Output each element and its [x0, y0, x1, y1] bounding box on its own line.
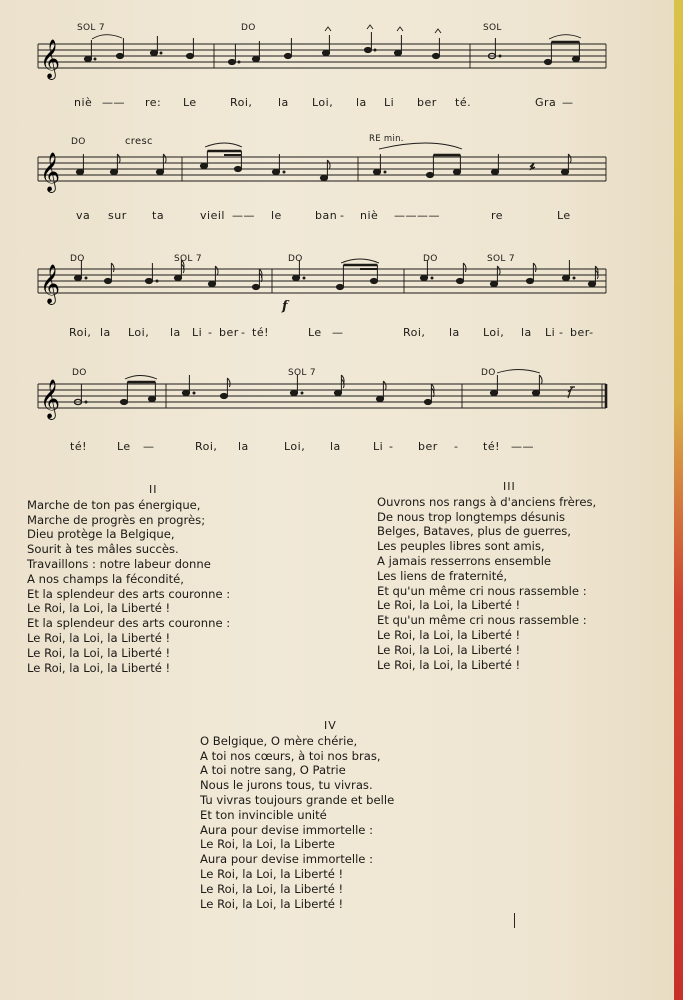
verse-line: Et qu'un même cri nous rassemble :: [377, 613, 587, 628]
chord-symbol: DO: [72, 368, 87, 378]
lyric-syllable: Li: [192, 326, 203, 339]
treble-clef-icon: 𝄞: [40, 379, 61, 419]
verse-line: Et la splendeur des arts couronne :: [27, 586, 231, 601]
lyric-syllable: Le: [117, 440, 131, 453]
lyric-syllable: la: [356, 96, 367, 109]
verse-line: Le Roi, la Loi, la Liberté !: [200, 866, 344, 881]
lyric-syllable: té!: [252, 326, 269, 339]
verse-number: II: [149, 483, 158, 496]
verse-line: Le Roi, la Loi, la Liberté !: [377, 642, 521, 657]
lyric-syllable: vieil: [200, 209, 225, 222]
lyric-syllable: re: [491, 209, 504, 222]
lyric-syllable: -: [208, 326, 213, 339]
lyric-syllable: niè: [74, 96, 93, 109]
lyric-syllable: -: [454, 440, 459, 453]
chord-symbol: SOL 7: [288, 368, 316, 378]
lyric-syllable: ber: [417, 96, 437, 109]
music-staff-4: [0, 364, 683, 436]
chord-symbol: DO: [288, 254, 303, 264]
verse-line: Marche de progrès en progrès;: [27, 512, 206, 527]
lyric-syllable: la: [449, 326, 460, 339]
treble-clef-icon: 𝄞: [40, 152, 61, 192]
dynamic-marking: cresc: [125, 136, 153, 147]
lyric-syllable: Roi,: [403, 326, 426, 339]
lyric-syllable: Loi,: [312, 96, 334, 109]
lyric-syllable: Li: [373, 440, 384, 453]
lyric-syllable: Roi,: [69, 326, 92, 339]
lyric-syllable: ——: [102, 96, 125, 109]
lyric-syllable: ————: [394, 209, 440, 222]
staff-system-3: [0, 249, 683, 349]
page-edge-color-strip: [674, 0, 683, 1000]
verse-line: Aura pour devise immortelle :: [200, 822, 374, 837]
lyric-syllable: la: [170, 326, 181, 339]
lyric-syllable: Li: [384, 96, 395, 109]
lyric-syllable: ——: [232, 209, 255, 222]
verse-line: Nous le jurons tous, tu vivras.: [200, 778, 373, 793]
chord-symbol: DO: [241, 23, 256, 33]
verse-line: Les peuples libres sont amis,: [377, 539, 545, 554]
lyric-syllable: niè: [360, 209, 379, 222]
verse-line: Le Roi, la Loi, la Liberté !: [27, 630, 171, 645]
lyric-syllable: ber-: [570, 326, 594, 339]
verse-number: IV: [324, 719, 337, 732]
lyric-syllable: Loi,: [284, 440, 306, 453]
lyric-syllable: té!: [70, 440, 87, 453]
verse-line: Le Roi, la Loi, la Liberté !: [377, 657, 521, 672]
lyric-syllable: re:: [145, 96, 162, 109]
lyric-syllable: Roi,: [230, 96, 253, 109]
verse-line: Marche de ton pas énergique,: [27, 497, 201, 512]
verse-line: Tu vivras toujours grande et belle: [200, 792, 395, 807]
chord-symbol: DO: [423, 254, 438, 264]
verse-line: Le Roi, la Loi, la Liberte: [200, 837, 335, 852]
lyric-syllable: Le: [557, 209, 571, 222]
treble-clef-icon: 𝄞: [40, 264, 61, 304]
forte-mark: f: [282, 299, 288, 314]
verse-line: Le Roi, la Loi, la Liberté !: [377, 627, 521, 642]
verse-line: Le Roi, la Loi, la Liberté !: [200, 896, 344, 911]
verse-line: De nous trop longtemps désunis: [377, 509, 566, 524]
verse-4: [200, 719, 394, 911]
lyric-syllable: Le: [308, 326, 322, 339]
ink-mark: [514, 913, 515, 928]
verse-line: Et ton invincible unité: [200, 807, 327, 822]
lyric-syllable: la: [100, 326, 111, 339]
chord-symbol: DO: [71, 137, 86, 147]
chord-symbol: DO: [481, 368, 496, 378]
staff-system-4: [0, 364, 683, 464]
lyric-syllable: Loi,: [483, 326, 505, 339]
lyric-syllable: —: [143, 440, 155, 453]
verse-line: Et la splendeur des arts couronne :: [27, 616, 231, 631]
verse-line: Le Roi, la Loi, la Liberté !: [200, 881, 344, 896]
lyric-syllable: té.: [455, 96, 472, 109]
lyric-syllable: Roi,: [195, 440, 218, 453]
lyric-syllable: —: [332, 326, 344, 339]
lyric-syllable: -: [241, 326, 246, 339]
lyric-syllable: -: [559, 326, 564, 339]
staff-system-2: [0, 131, 683, 226]
verse-line: Le Roi, la Loi, la Liberté !: [27, 645, 171, 660]
verse-line: A nos champs la fécondité,: [27, 571, 184, 586]
verse-line: A toi nos cœurs, à toi nos bras,: [200, 748, 381, 763]
lyric-syllable: ber: [219, 326, 239, 339]
verse-line: Le Roi, la Loi, la Liberté !: [377, 598, 521, 613]
chord-symbol: SOL 7: [174, 254, 202, 264]
chord-symbol: RE min.: [369, 134, 404, 144]
music-staff-3: [0, 249, 683, 321]
lyric-syllable: Li: [545, 326, 556, 339]
lyric-syllable: va: [76, 209, 91, 222]
verse-line: Le Roi, la Loi, la Liberté !: [27, 660, 171, 675]
lyric-syllable: té!: [483, 440, 500, 453]
verse-line: Aura pour devise immortelle :: [200, 852, 374, 867]
lyric-syllable: —: [562, 96, 574, 109]
lyric-syllable: sur: [108, 209, 127, 222]
music-staff-1: [0, 20, 683, 90]
lyric-syllable: la: [278, 96, 289, 109]
verse-line: Belges, Bataves, plus de guerres,: [377, 524, 571, 539]
lyric-syllable: Loi,: [128, 326, 150, 339]
verse-line: Les liens de fraternité,: [377, 568, 508, 583]
verse-line: Travaillons : notre labeur donne: [27, 556, 211, 571]
treble-clef-icon: 𝄞: [40, 39, 61, 79]
lyric-syllable: le: [271, 209, 282, 222]
lyric-syllable: la: [238, 440, 249, 453]
verse-line: Le Roi, la Loi, la Liberté !: [27, 601, 171, 616]
chord-symbol: SOL 7: [77, 23, 105, 33]
chord-symbol: SOL: [483, 23, 502, 33]
verse-3: [377, 480, 596, 672]
verse-number: III: [503, 480, 516, 493]
verse-line: Et qu'un même cri nous rassemble :: [377, 583, 587, 598]
lyric-syllable: -: [340, 209, 345, 222]
lyric-syllable: Le: [183, 96, 197, 109]
verse-line: A toi notre sang, O Patrie: [200, 763, 346, 778]
verse-line: A jamais resserrons ensemble: [377, 553, 552, 568]
lyric-syllable: la: [521, 326, 532, 339]
lyric-syllable: Gra: [535, 96, 557, 109]
lyric-syllable: ban: [315, 209, 338, 222]
verse-line: Dieu protège la Belgique,: [27, 527, 175, 542]
lyric-syllable: ta: [152, 209, 165, 222]
chord-symbol: SOL 7: [487, 254, 515, 264]
lyric-syllable: ber: [418, 440, 438, 453]
lyric-syllable: -: [389, 440, 394, 453]
verse-2: [27, 483, 230, 675]
verse-line: Ouvrons nos rangs à d'anciens frères,: [377, 494, 597, 509]
lyric-syllable: ——: [511, 440, 534, 453]
lyric-syllable: la: [330, 440, 341, 453]
chord-symbol: DO: [70, 254, 85, 264]
verse-line: O Belgique, O mère chérie,: [200, 733, 358, 748]
music-staff-2: [0, 131, 683, 201]
staff-system-1: [0, 20, 683, 115]
verse-line: Sourit à tes mâles succès.: [27, 542, 179, 557]
